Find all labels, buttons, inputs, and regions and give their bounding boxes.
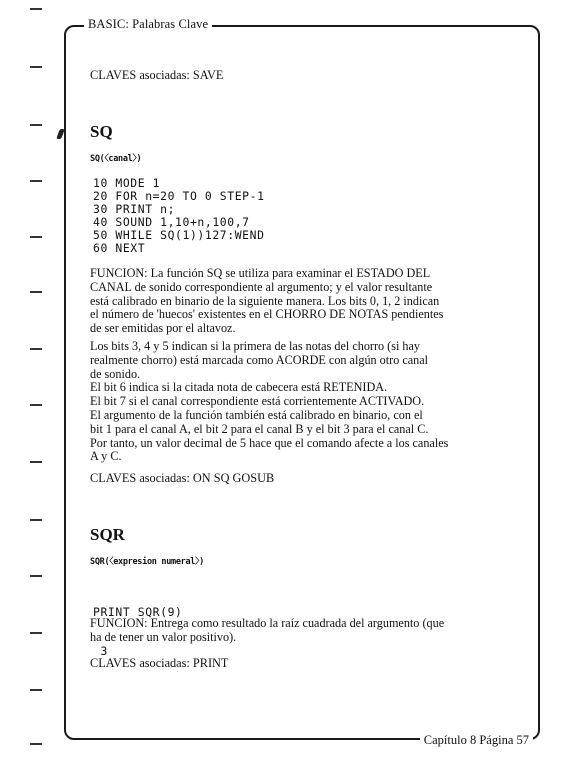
margin-tick — [30, 8, 42, 10]
text-line: FUNCION: La función SQ se utiliza para examinar el ESTADO DEL — [90, 266, 431, 280]
margin-tick — [30, 236, 42, 238]
sqr-syntax: SQR(〈expresion numeral〉) — [90, 557, 204, 567]
margin-tick — [30, 519, 42, 521]
text-line: bit 1 para el canal A, el bit 2 para el canal B y el bit 3 para el canal C. — [90, 421, 429, 436]
text-line: está calibrado en binario de la siguiente manera. Los bits 0, 1, 2 indican — [90, 293, 440, 308]
code-line: PRINT SQR(9) — [93, 604, 183, 619]
text-line: de ser emitidas por el altavoz. — [90, 321, 236, 336]
text-line: El bit 7 si el canal correspondiente está corrientemente ACTIVADO. — [90, 394, 425, 409]
margin-tick — [30, 66, 42, 68]
text-line: Por tanto, un valor decimal de 5 hace que el comando afecte a los canales — [90, 435, 449, 450]
sq-code-block — [93, 177, 265, 254]
text-line: El bit 6 indica si la citada nota de cabecera está RETENIDA. — [90, 380, 388, 395]
sq-bits-paragraph — [90, 340, 536, 464]
margin-tick — [30, 124, 42, 126]
code-line: 50 WHILE SQ(1))127:WEND — [93, 227, 265, 242]
sq-syntax: SQ(〈canal〉) — [90, 154, 142, 164]
code-line: 3 — [93, 643, 108, 658]
margin-tick — [30, 348, 42, 350]
code-line: 60 NEXT — [93, 240, 146, 255]
page-footer: Capítulo 8 Página 57 — [420, 733, 533, 748]
code-line: 40 SOUND 1,10+n,100,7 — [93, 214, 250, 229]
claves-on-sq-gosub: CLAVES asociadas: ON SQ GOSUB — [90, 471, 275, 485]
page-header: BASIC: Palabras Clave — [84, 17, 212, 32]
margin-tick — [30, 575, 42, 577]
margin-tick — [30, 743, 42, 745]
text-line: ha de tener un valor positivo). — [90, 629, 237, 644]
claves-print: CLAVES asociadas: PRINT — [90, 656, 229, 670]
text-line: CANAL de sonido correspondiente al argumento; y el valor resultante — [90, 279, 433, 294]
margin-tick — [30, 404, 42, 406]
text-line: realmente chorro) está marcada como ACORDE con algún otro canal — [90, 352, 429, 367]
sqr-funcion-paragraph — [90, 617, 536, 645]
margin-tick — [30, 180, 42, 182]
margin-tick — [30, 291, 42, 293]
code-line: 20 FOR n=20 TO 0 STEP-1 — [93, 188, 265, 203]
margin-tick — [30, 689, 42, 691]
text-line: A y C. — [90, 449, 122, 464]
text-line: el número de 'huecos' existentes en el CHORRO DE NOTAS pendientes — [90, 307, 444, 322]
sq-funcion-paragraph — [90, 267, 536, 336]
margin-tick — [30, 632, 42, 634]
text-line: Los bits 3, 4 y 5 indican si la primera de las notas del chorro (si hay — [90, 339, 421, 353]
text-line: FUNCION: Entrega como resultado la raíz cuadrada del argumento (que — [90, 616, 445, 630]
sqr-heading: SQR — [90, 525, 125, 544]
claves-save: CLAVES asociadas: SAVE — [90, 68, 224, 82]
text-line: El argumento de la función también está calibrado en binario, con el — [90, 407, 423, 422]
code-line: 10 MODE 1 — [93, 176, 161, 190]
text-line: de sonido. — [90, 366, 141, 381]
code-line: 30 PRINT n; — [93, 201, 176, 216]
sq-heading: SQ — [90, 122, 113, 141]
margin-tick — [30, 461, 42, 463]
